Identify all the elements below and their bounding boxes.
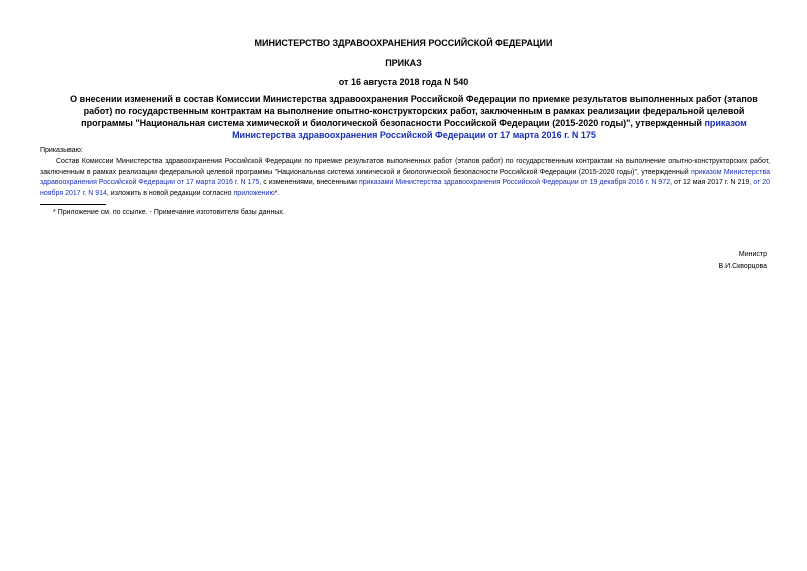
order-paragraph xyxy=(40,157,770,199)
ministry-heading: МИНИСТЕРСТВО ЗДРАВООХРАНЕНИЯ РОССИЙСКОЙ ФЕДЕРАЦИИ xyxy=(254,38,553,48)
paragraph-text-1: Состав Комиссии Министерства здравоохранения Российской Федерации по приемке результатов выполненных работ (этапов работ) по государственным контрактам на выполнение опытно-конструкторских работ, заключенным в рамках реализации федеральной целевой программы "Национальная система химической и биологической безопасности Российской Федерации (2015-2020 годы)", утвержденный xyxy=(40,158,770,176)
order-972-link[interactable]: приказами Министерства здравоохранения Российской Федерации от 19 декабря 2016 г. N 972 xyxy=(358,179,671,186)
footnote-divider xyxy=(40,204,106,205)
order-175-link[interactable]: приказом Министерства здравоохранения Российской Федерации от 17 марта 2016 г. N 175 xyxy=(40,168,771,186)
title-order-link[interactable]: приказом Министерства здравоохранения Российской Федерации от 17 марта 2016 г. N 175 xyxy=(232,118,747,140)
appendix-link[interactable]: приложению xyxy=(233,189,275,197)
document-type-heading: ПРИКАЗ xyxy=(385,58,422,68)
date-number-heading: от 16 августа 2018 года N 540 xyxy=(338,77,469,87)
order-914-link[interactable]: от 20 ноября 2017 г. N 914 xyxy=(40,179,770,197)
paragraph-text-2: , с изменениями, внесенными xyxy=(259,179,359,186)
paragraph-text-5: *. xyxy=(274,189,280,197)
document-title xyxy=(58,93,770,141)
footnote: * Приложение см. по ссылке. - Примечание изготовителя базы данных. xyxy=(53,209,285,216)
paragraph-text-3: , от 12 мая 2017 г. N 219, xyxy=(670,179,754,186)
signature-name: В.И.Скворцова xyxy=(718,263,767,270)
paragraph-text-4: , изложить в новой редакции согласно xyxy=(106,189,234,197)
order-word: Приказываю: xyxy=(40,147,83,154)
title-text: О внесении изменений в состав Комиссии Министерства здравоохранения Российской Федерации по приемке результатов выполненных работ (этапов работ) по государственным контрактам на выполнение опытно-конструкторских работ, заключенным в рамках реализации федеральной целевой программы "Национальная система химической и биологической безопасности Российской Федерации (2015-2020 годы)", утвержденный xyxy=(70,94,758,128)
signature-position: Министр xyxy=(738,251,767,258)
